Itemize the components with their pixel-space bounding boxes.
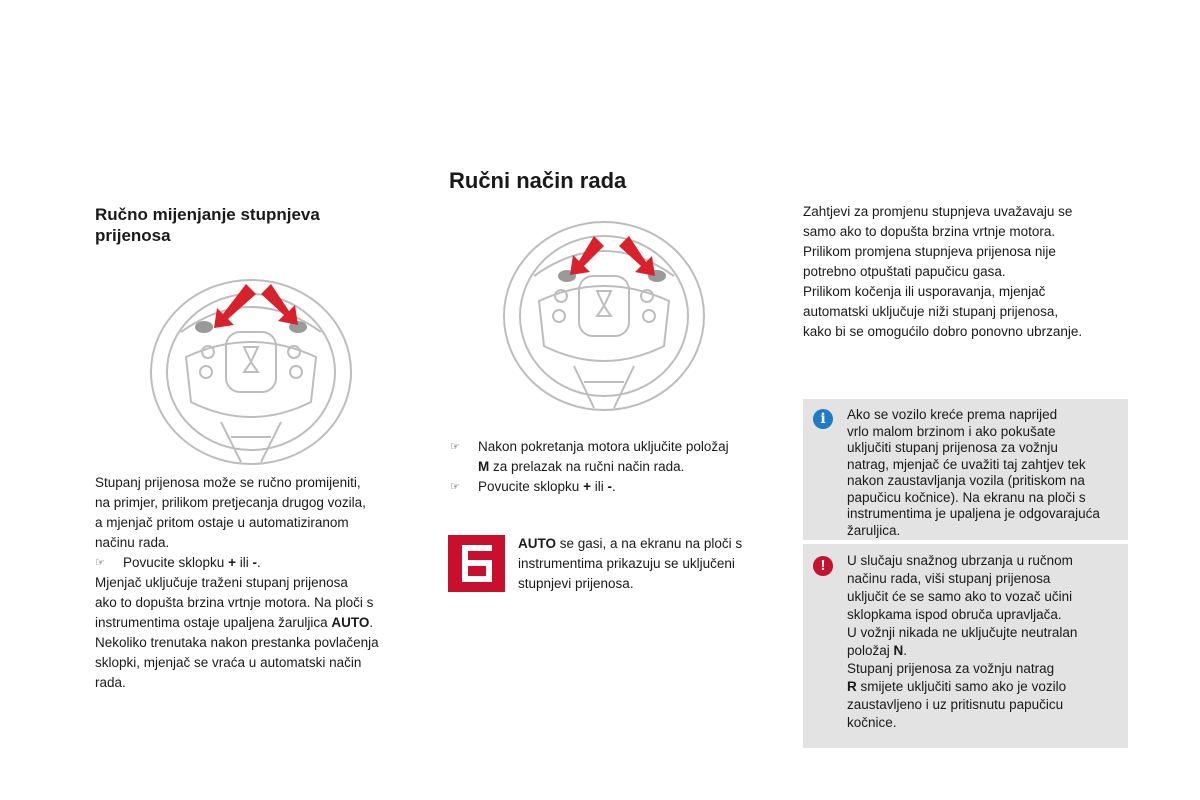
info-icon: i xyxy=(813,409,833,429)
text-line xyxy=(847,678,1123,696)
auto-label: AUTO xyxy=(331,615,370,630)
text-line: instrumentima je upaljena je odgovarajuća xyxy=(847,506,1100,521)
text-line: U slučaju snažnog ubrzanja u ručnom xyxy=(847,553,1073,568)
text-line: sklopki, mjenjač se vraća u automatski način xyxy=(95,655,362,670)
bullet-pull-paddle xyxy=(450,477,790,497)
m-position-label: M xyxy=(478,459,490,474)
middle-bullets xyxy=(450,437,790,497)
minus-symbol: - xyxy=(252,555,257,570)
page-title: Ručni način rada xyxy=(449,168,627,193)
text-line: a mjenjač pritom ostaje u automatiziranom xyxy=(95,515,349,530)
text-line: Mjenjač uključuje traženi stupanj prijenosa xyxy=(95,575,348,590)
text-line xyxy=(847,642,1123,660)
text-line: potrebno otpuštati papučicu gasa. xyxy=(803,264,1006,279)
text-line: natrag, mjenjač će uvažiti taj zahtjev tek xyxy=(847,456,1086,472)
text-line: U vožnji nikada ne uključujte neutralan xyxy=(847,625,1078,640)
text-line: vrlo malom brzinom i ako pokušate xyxy=(847,423,1056,439)
text-line: načinu rada, viši stupanj prijenosa xyxy=(847,571,1051,586)
text-line xyxy=(95,613,430,633)
r-position-label: R xyxy=(847,679,857,694)
bullet-text: Povucite sklopku xyxy=(123,555,229,570)
bullet-text xyxy=(478,457,790,477)
text-line: Nekoliko trenutaka nakon prestanka povlačenja xyxy=(95,635,379,650)
text-line: kočnice. xyxy=(847,715,897,730)
text-line: papučicu kočnice). Na ekranu na ploči s xyxy=(847,489,1086,505)
bullet-text: Nakon pokretanja motora uključite položaj xyxy=(478,439,729,454)
left-body-text xyxy=(95,473,430,693)
text-span: . xyxy=(903,643,908,658)
text-span: instrumentima ostaje upaljena žaruljica xyxy=(95,615,332,630)
text-line: Ako se vozilo kreće prema naprijed xyxy=(847,407,1058,422)
bullet-pull-paddle xyxy=(95,553,430,573)
gear-6-indicator-icon xyxy=(448,535,505,592)
text-line: kako bi se omogućilo dobro ponovno ubrzanje. xyxy=(803,324,1083,339)
text-line: uključiti stupanj prijenosa za vožnju xyxy=(847,440,1058,455)
steering-wheel-illustration-left xyxy=(146,272,356,472)
plus-symbol: + xyxy=(583,479,591,494)
text-line: Zahtjevi za promjenu stupnjeva uvažavaju se xyxy=(803,204,1073,219)
auto-label: AUTO xyxy=(518,536,557,551)
auto-off-note xyxy=(518,534,788,594)
text-line: rada. xyxy=(95,675,126,690)
text-line: automatski uključuje niži stupanj prijenosa, xyxy=(803,304,1059,319)
right-intro-text xyxy=(803,202,1143,342)
text-line: Stupanj prijenosa za vožnju natrag xyxy=(847,661,1055,676)
n-position-label: N xyxy=(893,643,904,658)
warning-note-text xyxy=(847,552,1123,732)
text-span: se gasi, a na ekranu na ploči s xyxy=(556,536,743,551)
text-line: ako to dopušta brzina vrtnje motora. Na ploči s xyxy=(95,595,374,610)
text-line: Stupanj prijenosa može se ručno promijeniti, xyxy=(95,475,361,490)
text-span: položaj xyxy=(847,643,894,658)
text-span: . xyxy=(369,615,374,630)
text-line: instrumentima prikazuju se uključeni xyxy=(518,556,735,571)
bullet-text: . xyxy=(611,479,616,494)
text-span: smijete uključiti samo ako je vozilo xyxy=(856,679,1067,694)
text-line: Prilikom promjena stupnjeva prijenosa nije xyxy=(803,244,1056,259)
section-heading-manual-shifting: Ručno mijenjanje stupnjeva prijenosa xyxy=(95,205,320,245)
text-line: na primjer, prilikom pretjecanja drugog vozila, xyxy=(95,495,366,510)
warning-icon: ! xyxy=(813,556,833,576)
info-note-box xyxy=(803,399,1128,540)
steering-wheel-illustration-middle xyxy=(499,214,709,418)
bullet-text: Povucite sklopku xyxy=(478,479,584,494)
text-line: načinu rada. xyxy=(95,535,170,550)
gear-6-glyph xyxy=(448,535,505,592)
text-line: stupnjevi prijenosa. xyxy=(518,576,634,591)
bullet-select-m xyxy=(450,437,790,477)
text-line xyxy=(518,534,788,554)
text-line: sklopkama ispod obruča upravljača. xyxy=(847,607,1062,622)
warning-note-box xyxy=(803,544,1128,748)
text-line: zaustavljeno i uz pritisnutu papučicu xyxy=(847,697,1064,712)
text-line: žaruljica. xyxy=(847,522,901,538)
plus-symbol: + xyxy=(228,555,236,570)
bullet-hand-icon: ☞ xyxy=(450,441,460,453)
text-line: nakon zaustavljanja vozila (pritiskom na xyxy=(847,473,1085,488)
bullet-hand-icon: ☞ xyxy=(450,481,460,493)
text-line: uključit će se samo ako to vozač učini xyxy=(847,589,1073,604)
minus-symbol: - xyxy=(607,479,612,494)
text-line: Prilikom kočenja ili usporavanja, mjenjač xyxy=(803,284,1046,299)
text-span: za prelazak na ručni način rada. xyxy=(489,459,685,474)
info-note-text xyxy=(847,407,1123,539)
text-line: samo ako to dopušta brzina vrtnje motora. xyxy=(803,224,1056,239)
bullet-hand-icon: ☞ xyxy=(95,557,105,569)
bullet-text: ili xyxy=(590,479,608,494)
bullet-text: ili xyxy=(235,555,253,570)
bullet-text: . xyxy=(256,555,261,570)
